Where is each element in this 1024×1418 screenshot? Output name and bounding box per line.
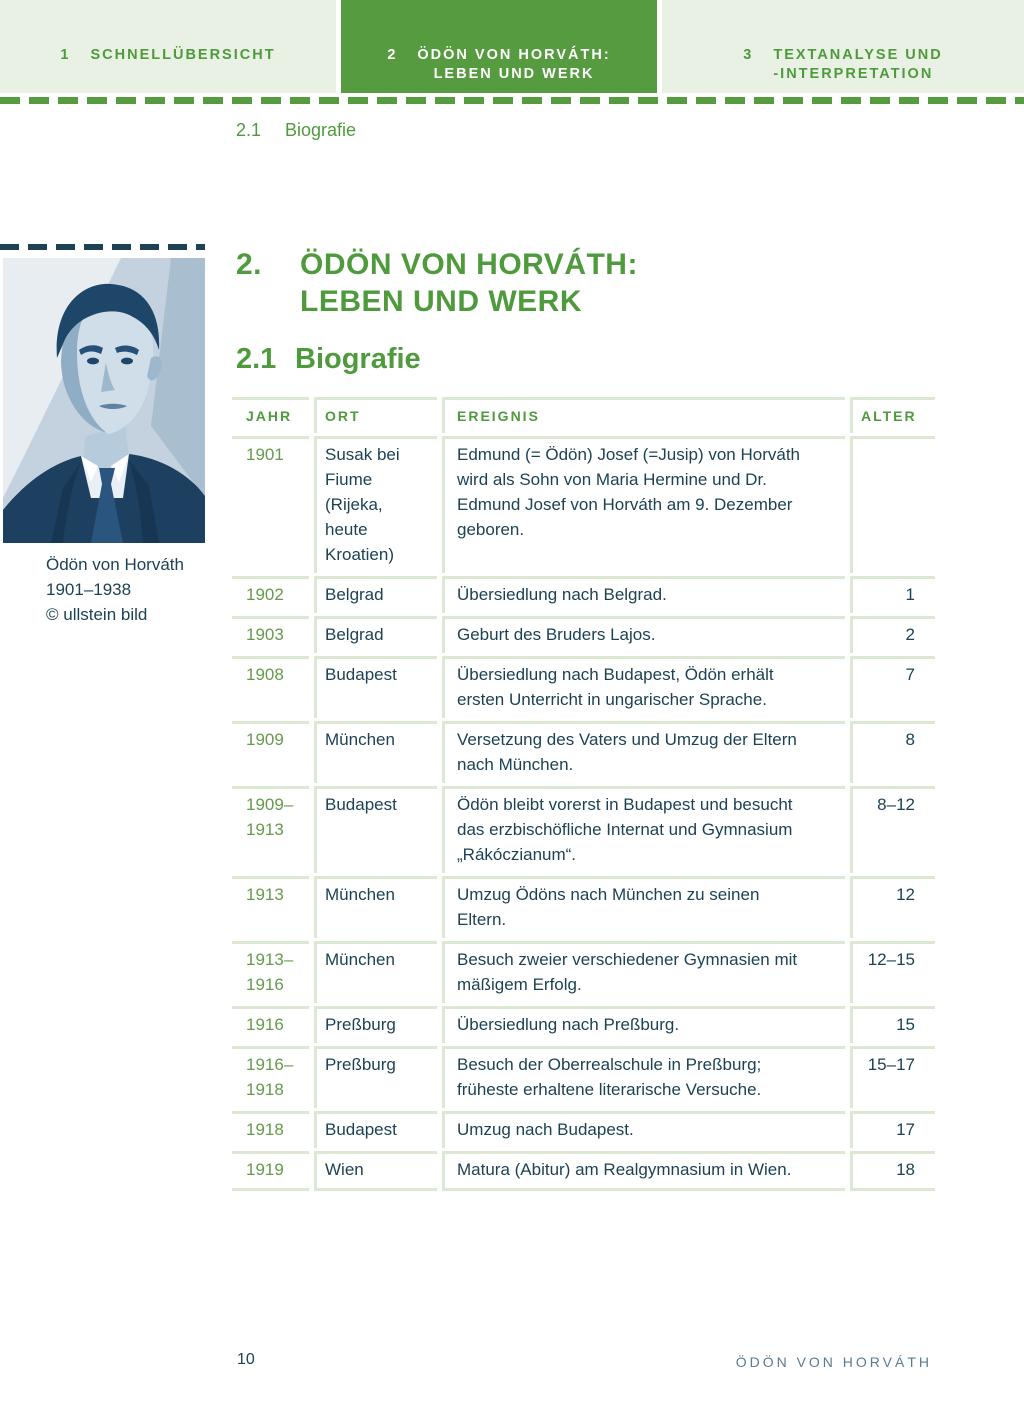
cell-ort: Wien <box>314 1151 437 1191</box>
cell-jahr: 1901 <box>232 436 309 573</box>
cell-ort: Budapest <box>314 786 437 873</box>
cell-jahr: 1916 <box>232 1006 309 1043</box>
cell-alter <box>850 436 935 573</box>
cell-ereignis: Übersiedlung nach Preßburg. <box>442 1006 845 1043</box>
table-row <box>232 1046 935 1108</box>
cell-ereignis: Übersiedlung nach Belgrad. <box>442 576 845 613</box>
biography-table-body <box>232 436 935 1191</box>
cell-ereignis: Umzug Ödöns nach München zu seinen Eltern. <box>442 876 845 938</box>
photo-caption-credit: © ullstein bild <box>46 605 148 624</box>
section-heading-label: Biografie <box>295 343 421 375</box>
portrait-photo <box>3 258 205 543</box>
cell-ort: Preßburg <box>314 1046 437 1108</box>
table-header-row <box>232 397 935 433</box>
cell-alter: 18 <box>850 1151 935 1191</box>
cell-ereignis: Geburt des Bruders Lajos. <box>442 616 845 653</box>
cell-alter: 12 <box>850 876 935 938</box>
breadcrumb-label: Biografie <box>285 120 357 140</box>
column-header-alter: ALTER <box>850 397 935 433</box>
cell-ereignis: Versetzung des Vaters und Umzug der Eltern nach München. <box>442 721 845 783</box>
cell-ort: Preßburg <box>314 1006 437 1043</box>
tab-schnelluebersicht[interactable] <box>0 0 336 93</box>
cell-ereignis: Ödön bleibt vorerst in Budapest und besucht das erzbischöfliche Internat und Gymnasium „Rákóczianum“. <box>442 786 845 873</box>
biography-table <box>227 394 940 1194</box>
tab-label: TEXTANALYSE UND -INTERPRETATION <box>773 47 943 82</box>
dashed-separator-navy <box>0 244 205 250</box>
dashed-separator-green <box>0 97 1024 104</box>
biography-table-wrap <box>227 394 940 1194</box>
table-row <box>232 1006 935 1043</box>
breadcrumb <box>236 120 356 141</box>
cell-alter: 17 <box>850 1111 935 1148</box>
cell-ort: Susak bei Fiume (Rijeka, heute Kroatien) <box>314 436 437 573</box>
column-header-ort: ORT <box>314 397 437 433</box>
cell-alter: 1 <box>850 576 935 613</box>
running-title: ÖDÖN VON HORVÁTH <box>735 1354 932 1370</box>
cell-alter: 2 <box>850 616 935 653</box>
column-header-jahr: JAHR <box>232 397 309 433</box>
table-row <box>232 576 935 613</box>
cell-jahr: 1919 <box>232 1151 309 1191</box>
table-row <box>232 786 935 873</box>
cell-jahr: 1916–1918 <box>232 1046 309 1108</box>
page-number: 10 <box>237 1351 255 1368</box>
cell-ort: München <box>314 721 437 783</box>
table-row <box>232 656 935 718</box>
tab-label: SCHNELLÜBERSICHT <box>90 47 276 63</box>
cell-alter: 12–15 <box>850 941 935 1003</box>
cell-jahr: 1902 <box>232 576 309 613</box>
tab-oedoen-von-horvath-leben-und-werk[interactable] <box>341 0 657 93</box>
chapter-tab-bar <box>0 0 1024 93</box>
cell-jahr: 1909 <box>232 721 309 783</box>
tab-number: 1 <box>60 47 71 63</box>
chapter-heading-text: ÖDÖN VON HORVÁTH: LEBEN UND WERK <box>300 248 638 318</box>
cell-ereignis: Edmund (= Ödön) Josef (=Jusip) von Horváth wird als Sohn von Maria Hermine und Dr. Edmund Josef von Horváth am 9. Dezember geboren. <box>442 436 845 573</box>
cell-ereignis: Umzug nach Budapest. <box>442 1111 845 1148</box>
tab-number: 3 <box>743 47 754 63</box>
table-row <box>232 1111 935 1148</box>
column-header-ereignis: EREIGNIS <box>442 397 845 433</box>
section-heading <box>236 341 421 377</box>
table-row <box>232 436 935 573</box>
breadcrumb-number: 2.1 <box>236 120 262 140</box>
cell-alter: 8 <box>850 721 935 783</box>
table-row <box>232 616 935 653</box>
tab-number: 2 <box>387 47 398 63</box>
cell-ort: Budapest <box>314 656 437 718</box>
tab-label: ÖDÖN VON HORVÁTH: LEBEN UND WERK <box>417 47 611 82</box>
cell-ort: Budapest <box>314 1111 437 1148</box>
photo-caption-years: 1901–1938 <box>46 580 132 599</box>
table-row <box>232 876 935 938</box>
cell-ort: Belgrad <box>314 576 437 613</box>
cell-ort: München <box>314 941 437 1003</box>
cell-jahr: 1913 <box>232 876 309 938</box>
cell-alter: 15–17 <box>850 1046 935 1108</box>
cell-ereignis: Besuch zweier verschiedener Gymnasien mit mäßigem Erfolg. <box>442 941 845 1003</box>
table-row <box>232 941 935 1003</box>
cell-ort: München <box>314 876 437 938</box>
photo-caption-name: Ödön von Horváth <box>46 555 184 574</box>
cell-jahr: 1918 <box>232 1111 309 1148</box>
chapter-heading-number: 2. <box>236 248 263 281</box>
cell-alter: 15 <box>850 1006 935 1043</box>
cell-alter: 8–12 <box>850 786 935 873</box>
cell-ereignis: Besuch der Oberrealschule in Preßburg; früheste erhaltene literarische Versuche. <box>442 1046 845 1108</box>
chapter-heading <box>236 246 638 320</box>
tab-textanalyse-und-interpretation[interactable] <box>662 0 1024 93</box>
cell-jahr: 1913–1916 <box>232 941 309 1003</box>
cell-jahr: 1908 <box>232 656 309 718</box>
cell-jahr: 1909–1913 <box>232 786 309 873</box>
cell-ereignis: Übersiedlung nach Budapest, Ödön erhält ersten Unterricht in ungarischer Sprache. <box>442 656 845 718</box>
cell-ereignis: Matura (Abitur) am Realgymnasium in Wien. <box>442 1151 845 1191</box>
section-heading-number: 2.1 <box>236 343 277 375</box>
table-row <box>232 721 935 783</box>
cell-ort: Belgrad <box>314 616 437 653</box>
table-row <box>232 1151 935 1191</box>
cell-alter: 7 <box>850 656 935 718</box>
photo-caption <box>46 552 184 627</box>
cell-jahr: 1903 <box>232 616 309 653</box>
